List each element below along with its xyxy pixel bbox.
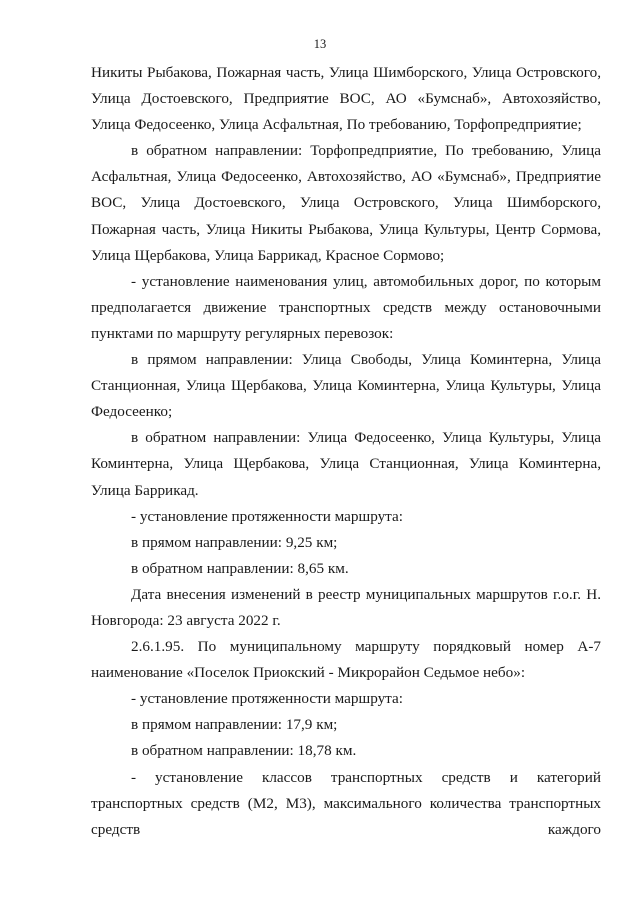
paragraph-route-stops-forward-end: Никиты Рыбакова, Пожарная часть, Улица Шимборского, Улица Островского, Улица Достоевского, Предприятие ВОС, АО «Бумснаб», Автохозяйство, Улица Федосеенко, Улица Асфальтная, По требованию, Торфопредприятие; [91,64,601,134]
paragraph-length-forward: в прямом направлении: 9,25 км; [131,533,338,551]
paragraph-streets-reverse: в обратном направлении: Улица Федосеенко, Улица Культуры, Улица Коминтерна, Улица Щербакова, Улица Станционная, Улица Коминтерна, Улица Баррикад. [91,429,601,499]
paragraph-length-heading: - установление протяженности маршрута: [131,507,403,525]
paragraph-registry-date: Дата внесения изменений в реестр муниципальных маршрутов г.о.г. Н. Новгорода: 23 августа 2022 г. [91,585,601,629]
paragraph-route-stops-reverse: в обратном направлении: Торфопредприятие, По требованию, Улица Асфальтная, Улица Федосеенко, Автохозяйство, АО «Бумснаб», Предприятие ВОС, Улица Достоевского, Улица Островского, Улица Шимборского, Пожарная часть, Улица Никиты Рыбакова, Улица Культуры, Центр Сормова, Улица Щербакова, Улица Баррикад, Красное Сормово; [91,142,601,264]
paragraph-length-heading-a7: - установление протяженности маршрута: [131,690,403,708]
paragraph-vehicle-classes: - установление классов транспортных средств и категорий транспортных средств (М2, М3), максимального количества транспортных средств каждого [91,768,601,838]
paragraph-length-forward-a7: в прямом направлении: 17,9 км; [131,716,338,734]
paragraph-length-reverse: в обратном направлении: 8,65 км. [131,559,349,577]
page-number: 13 [313,37,327,51]
paragraph-length-reverse-a7: в обратном направлении: 18,78 км. [131,742,357,760]
paragraph-streets-forward: в прямом направлении: Улица Свободы, Улица Коминтерна, Улица Станционная, Улица Щербакова, Улица Коминтерна, Улица Культуры, Улица Федосеенко; [91,351,601,421]
paragraph-section-2-6-1-95: 2.6.1.95. По муниципальному маршруту порядковый номер А-7 наименование «Поселок Приокский - Микрорайон Седьмое небо»: [91,638,601,682]
paragraph-streets-heading: - установление наименования улиц, автомобильных дорог, по которым предполагается движение транспортных средств между остановочными пунктами по маршруту регулярных перевозок: [91,272,601,342]
document-body [91,60,601,843]
